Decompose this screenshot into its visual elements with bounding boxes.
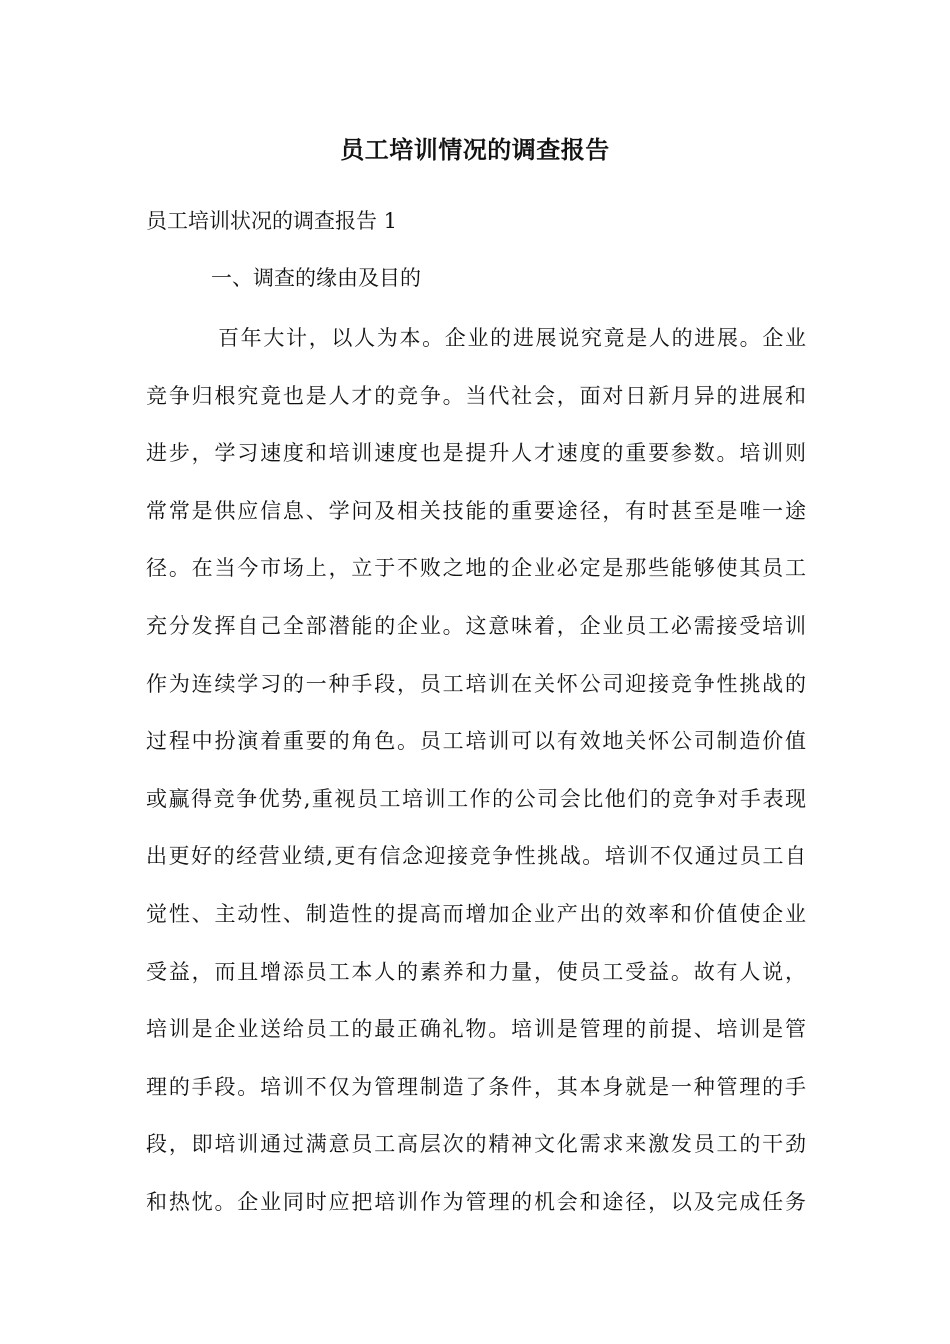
paragraph-line: 培训是企业送给员工的最正确礼物。培训是管理的前提、培训是管 — [146, 1017, 806, 1042]
paragraph-line: 充分发挥自己全部潜能的企业。这意味着，企业员工必需接受培训 — [146, 613, 806, 638]
paragraph-line: 进步，学习速度和培训速度也是提升人才速度的重要参数。培训则 — [146, 441, 806, 466]
paragraph-line: 或赢得竞争优势,重视员工培训工作的公司会比他们的竞争对手表现 — [146, 786, 806, 811]
paragraph-line: 竞争归根究竟也是人才的竞争。当代社会，面对日新月异的进展和 — [146, 383, 806, 408]
section-heading: 一、调查的缘由及目的 — [211, 266, 421, 290]
paragraph-line: 出更好的经营业绩,更有信念迎接竞争性挑战。培训不仅通过员工自 — [146, 844, 806, 869]
paragraph-line: 段，即培训通过满意员工高层次的精神文化需求来激发员工的干劲 — [146, 1132, 806, 1157]
paragraph-line: 常常是供应信息、学问及相关技能的重要途径，有时甚至是唯一途 — [146, 498, 806, 523]
paragraph-line: 受益，而且增添员工本人的素养和力量，使员工受益。故有人说， — [146, 959, 806, 984]
paragraph-line: 百年大计，以人为本。企业的进展说究竟是人的进展。企业 — [218, 326, 806, 350]
paragraph-line: 作为连续学习的一种手段，员工培训在关怀公司迎接竞争性挑战的 — [146, 671, 806, 696]
body-paragraph — [146, 321, 806, 1243]
paragraph-line: 过程中扮演着重要的角色。员工培训可以有效地关怀公司制造价值 — [146, 729, 806, 754]
paragraph-line: 理的手段。培训不仅为管理制造了条件，其本身就是一种管理的手 — [146, 1074, 806, 1099]
paragraph-line: 和热忱。企业同时应把培训作为管理的机会和途径，以及完成任务 — [146, 1189, 806, 1214]
paragraph-line: 觉性、主动性、制造性的提高而增加企业产出的效率和价值使企业 — [146, 901, 806, 926]
paragraph-line: 径。在当今市场上，立于不败之地的企业必定是那些能够使其员工 — [146, 556, 806, 581]
report-subtitle: 员工培训状况的调查报告 1 — [146, 209, 398, 233]
document-title: 员工培训情况的调查报告 — [340, 135, 610, 164]
